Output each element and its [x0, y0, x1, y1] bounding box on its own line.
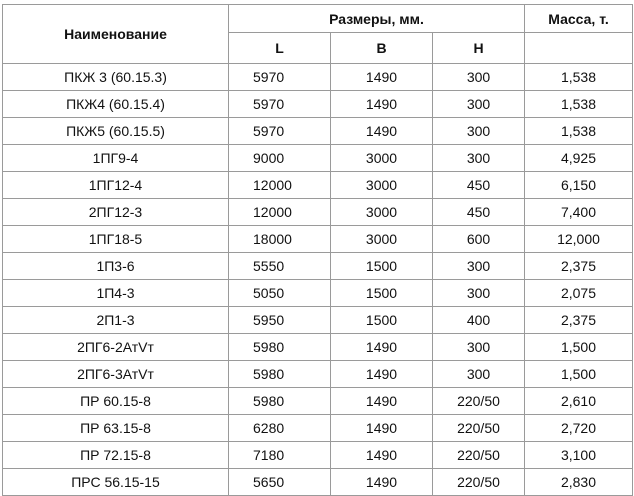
mass-cell: 1,538 — [525, 91, 633, 118]
length-cell: 5980 — [229, 388, 331, 415]
length-cell: 5970 — [229, 91, 331, 118]
height-cell: 300 — [433, 64, 525, 91]
specifications-table — [2, 4, 633, 496]
height-cell: 300 — [433, 334, 525, 361]
product-name-cell: ПР 63.15-8 — [3, 415, 229, 442]
mass-cell: 2,830 — [525, 469, 633, 496]
width-cell: 1500 — [331, 253, 433, 280]
width-cell: 1490 — [331, 469, 433, 496]
product-name-cell: ПКЖ4 (60.15.4) — [3, 91, 229, 118]
length-cell: 5970 — [229, 118, 331, 145]
mass-cell: 6,150 — [525, 172, 633, 199]
height-column-header: H — [433, 33, 525, 64]
width-cell: 1490 — [331, 118, 433, 145]
mass-cell: 2,375 — [525, 307, 633, 334]
length-cell: 12000 — [229, 172, 331, 199]
table-row — [3, 361, 633, 388]
table-row — [3, 199, 633, 226]
mass-cell: 2,375 — [525, 253, 633, 280]
length-cell: 5950 — [229, 307, 331, 334]
width-cell: 1490 — [331, 64, 433, 91]
table-row — [3, 307, 633, 334]
height-cell: 220/50 — [433, 442, 525, 469]
height-cell: 220/50 — [433, 469, 525, 496]
product-name-cell: ПКЖ5 (60.15.5) — [3, 118, 229, 145]
height-cell: 300 — [433, 118, 525, 145]
product-name-cell: 2ПГ6-3АтVт — [3, 361, 229, 388]
table-row — [3, 280, 633, 307]
header-row — [3, 5, 633, 33]
width-cell: 3000 — [331, 226, 433, 253]
table-row — [3, 64, 633, 91]
table-row — [3, 91, 633, 118]
width-cell: 1490 — [331, 442, 433, 469]
height-cell: 600 — [433, 226, 525, 253]
length-cell: 9000 — [229, 145, 331, 172]
mass-subheader-blank — [525, 33, 633, 64]
width-cell: 1490 — [331, 388, 433, 415]
product-name-cell: 1ПГ9-4 — [3, 145, 229, 172]
width-cell: 3000 — [331, 145, 433, 172]
height-cell: 450 — [433, 199, 525, 226]
product-name-cell: ПКЖ 3 (60.15.3) — [3, 64, 229, 91]
width-cell: 1490 — [331, 91, 433, 118]
width-cell: 1500 — [331, 307, 433, 334]
width-column-header: B — [331, 33, 433, 64]
width-cell: 1500 — [331, 280, 433, 307]
product-name-cell: ПР 60.15-8 — [3, 388, 229, 415]
table-body — [3, 64, 633, 496]
height-cell: 300 — [433, 91, 525, 118]
length-cell: 7180 — [229, 442, 331, 469]
table-row — [3, 334, 633, 361]
product-name-cell: 1П3-6 — [3, 253, 229, 280]
table-row — [3, 469, 633, 496]
length-cell: 5980 — [229, 334, 331, 361]
mass-cell: 7,400 — [525, 199, 633, 226]
product-name-cell: 1ПГ18-5 — [3, 226, 229, 253]
table-row — [3, 118, 633, 145]
length-cell: 5970 — [229, 64, 331, 91]
product-name-cell: ПР 72.15-8 — [3, 442, 229, 469]
length-cell: 5550 — [229, 253, 331, 280]
mass-cell: 4,925 — [525, 145, 633, 172]
length-cell: 18000 — [229, 226, 331, 253]
mass-cell: 1,500 — [525, 334, 633, 361]
length-cell: 12000 — [229, 199, 331, 226]
name-column-header: Наименование — [3, 5, 229, 64]
mass-cell: 2,610 — [525, 388, 633, 415]
table-row — [3, 145, 633, 172]
mass-cell: 3,100 — [525, 442, 633, 469]
height-cell: 300 — [433, 145, 525, 172]
mass-cell: 1,500 — [525, 361, 633, 388]
height-cell: 220/50 — [433, 388, 525, 415]
height-cell: 300 — [433, 253, 525, 280]
height-cell: 400 — [433, 307, 525, 334]
table-row — [3, 388, 633, 415]
table-row — [3, 172, 633, 199]
product-name-cell: 1П4-3 — [3, 280, 229, 307]
mass-cell: 1,538 — [525, 64, 633, 91]
height-cell: 220/50 — [433, 415, 525, 442]
width-cell: 1490 — [331, 415, 433, 442]
product-name-cell: 2ПГ12-3 — [3, 199, 229, 226]
width-cell: 3000 — [331, 199, 433, 226]
width-cell: 3000 — [331, 172, 433, 199]
width-cell: 1490 — [331, 361, 433, 388]
height-cell: 300 — [433, 280, 525, 307]
height-cell: 450 — [433, 172, 525, 199]
mass-column-header: Масса, т. — [525, 5, 633, 33]
table-row — [3, 253, 633, 280]
height-cell: 300 — [433, 361, 525, 388]
product-name-cell: 2П1-3 — [3, 307, 229, 334]
mass-cell: 12,000 — [525, 226, 633, 253]
length-column-header: L — [229, 33, 331, 64]
width-cell: 1490 — [331, 334, 433, 361]
product-name-cell: 1ПГ12-4 — [3, 172, 229, 199]
mass-cell: 2,075 — [525, 280, 633, 307]
table-row — [3, 415, 633, 442]
mass-cell: 1,538 — [525, 118, 633, 145]
length-cell: 5650 — [229, 469, 331, 496]
mass-cell: 2,720 — [525, 415, 633, 442]
product-name-cell: ПРС 56.15-15 — [3, 469, 229, 496]
table-row — [3, 226, 633, 253]
length-cell: 5050 — [229, 280, 331, 307]
table-row — [3, 442, 633, 469]
length-cell: 5980 — [229, 361, 331, 388]
dimensions-column-header: Размеры, мм. — [229, 5, 525, 33]
length-cell: 6280 — [229, 415, 331, 442]
product-name-cell: 2ПГ6-2АтVт — [3, 334, 229, 361]
